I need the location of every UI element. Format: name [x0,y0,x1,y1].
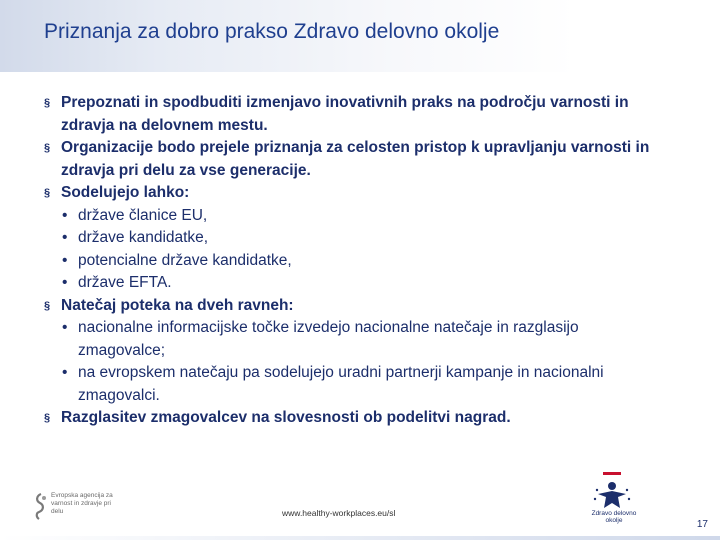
sub-bullet-item [44,227,664,250]
bullet-item [44,295,664,318]
sub-bullet-item [44,362,664,407]
sub-bullet-text: potencialne države kandidatke, [78,251,292,269]
bullet-marker: § [44,187,51,199]
sub-bullet-item [44,317,664,362]
bullet-item [44,182,664,205]
sub-bullet-marker: • [62,251,68,269]
bullet-text: Razglasitev zmagovalcev na slovesnosti ob podelitvi nagrad. [61,409,511,426]
agency-logo-text: Evropska agencija za varnost in zdravje pri delu [51,492,113,515]
bullet-text: Natečaj poteka na dveh ravneh: [61,296,294,314]
footer-url: www.healthy-workplaces.eu/sl [282,508,396,518]
bullet-item [44,407,664,430]
sub-bullet-item [44,250,664,273]
sub-bullet-marker: • [62,206,68,224]
sub-bullet-text: na evropskem natečaju pa sodelujejo uradni partnerji kampanje in nacionalni zmagovalci. [78,364,604,404]
bullet-item [44,92,664,137]
agency-logo [33,492,123,522]
campaign-logo-text: Zdravo delovno okolje [591,510,637,524]
sub-bullet-text: države članice EU, [78,206,208,224]
sub-bullet-text: države EFTA. [78,274,172,291]
bullet-text: Organizacije bodo prejele priznanja za celosten pristop k upravljanju varnosti in zdravja pri delu za vse generacije. [61,139,650,179]
bullet-text: Sodelujejo lahko: [61,184,190,201]
sub-bullet-marker: • [62,364,68,381]
sub-bullet-item [44,205,664,228]
footer-band [0,536,720,540]
sub-bullet-text: države kandidatke, [78,229,209,246]
bullet-marker: § [44,97,51,109]
eu-osha-logo-icon [33,492,49,522]
sub-bullet-marker: • [62,229,68,246]
sub-bullet-marker: • [62,319,68,336]
sub-bullet-text: nacionalne informacijske točke izvedejo nacionalne natečaje in razglasijo zmagovalce; [78,319,579,359]
sub-bullet-marker: • [62,274,68,291]
bullet-marker: § [44,142,51,154]
bullet-item [44,137,664,182]
bullet-text: Prepoznati in spodbuditi izmenjavo inovativnih praks na področju varnosti in zdravja na delovnem mestu. [61,94,629,134]
bullet-marker: § [44,412,51,424]
page-number: 17 [696,519,708,530]
bullet-marker: § [44,299,51,312]
slide-title: Priznanja za dobro prakso Zdravo delovno okolje [44,20,500,43]
sub-bullet-item [44,272,664,295]
bullet-list [44,92,664,430]
